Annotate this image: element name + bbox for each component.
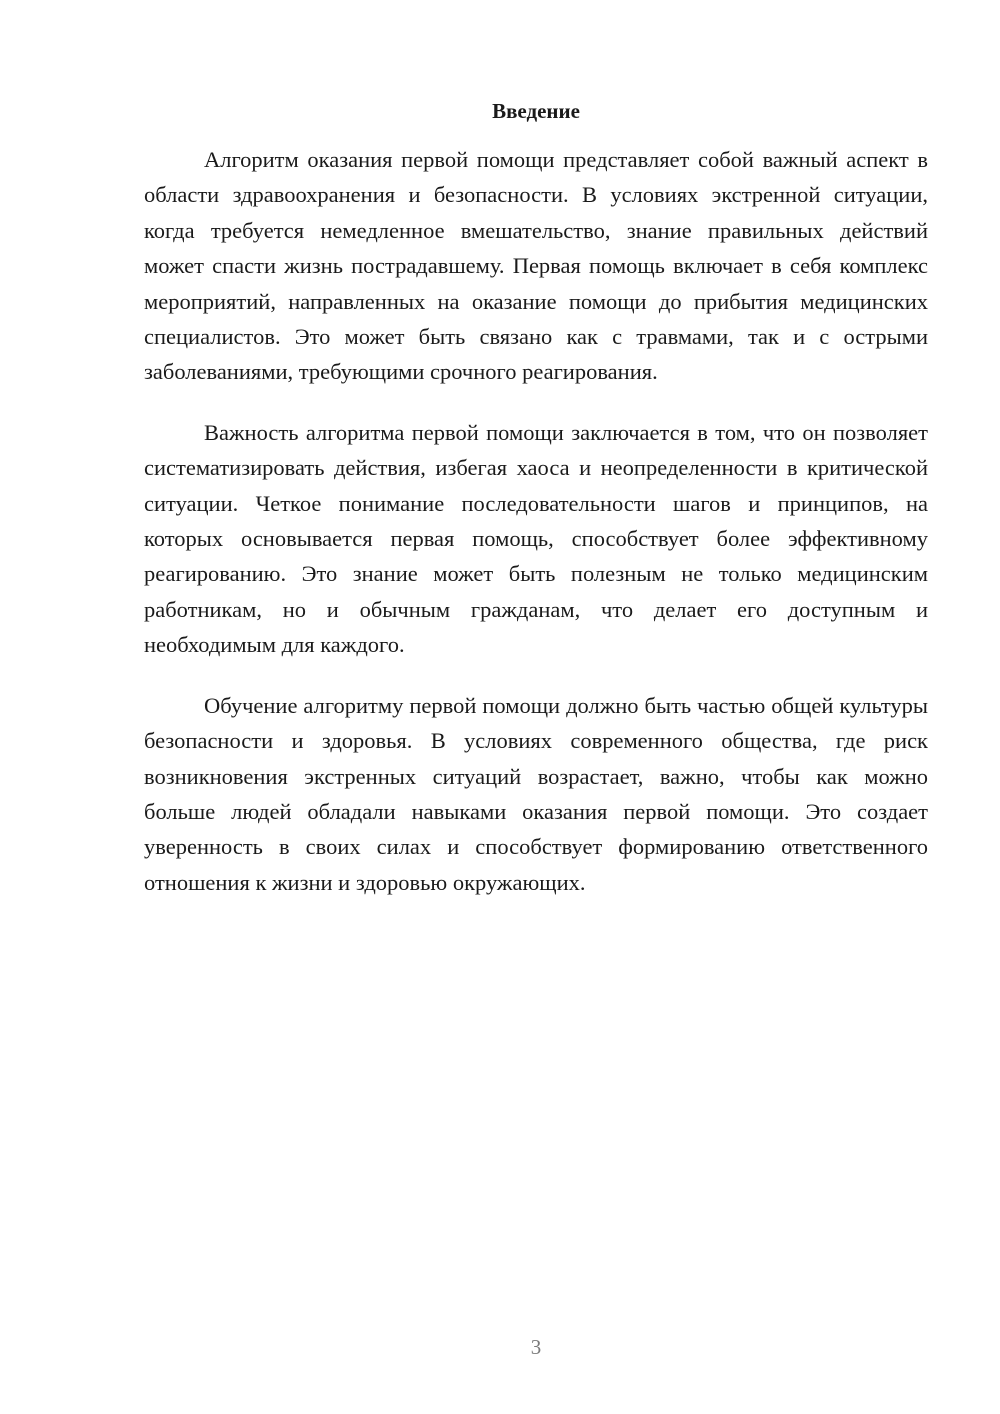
paragraph-2: Важность алгоритма первой помощи заключается в том, что он позволяет систематизировать действия, избегая хаоса и неопределенности в критической ситуации. Четкое понимание последовательности шагов и принципов, на которых основывается первая помощь, способствует более эффективному реагированию. Это знание может быть полезным не только медицинским работникам, но и обычным гражданам, что делает его доступным и необходимым для каждого.: [144, 419, 928, 658]
body-text: [144, 142, 928, 925]
paragraph-1: Алгоритм оказания первой помощи представляет собой важный аспект в области здравоохранения и безопасности. В условиях экстренной ситуации, когда требуется немедленное вмешательство, знание правильных действий может спасти жизнь пострадавшему. Первая помощь включает в себя комплекс мероприятий, направленных на оказание помощи до прибытия медицинских специалистов. Это может быть связано как с травмами, так и с острыми заболеваниями, требующими срочного реагирования.: [144, 147, 928, 385]
paragraph-3: Обучение алгоритму первой помощи должно быть частью общей культуры безопасности и здоровья. В условиях современного общества, где риск возникновения экстренных ситуаций возрастает, важно, чтобы как можно больше людей обладали навыками оказания первой помощи. Это создает уверенность в своих силах и способствует формированию ответственного отношения к жизни и здоровью окружающих.: [144, 692, 928, 895]
page-number: 3: [530, 1335, 542, 1359]
section-heading: Введение: [492, 99, 580, 123]
